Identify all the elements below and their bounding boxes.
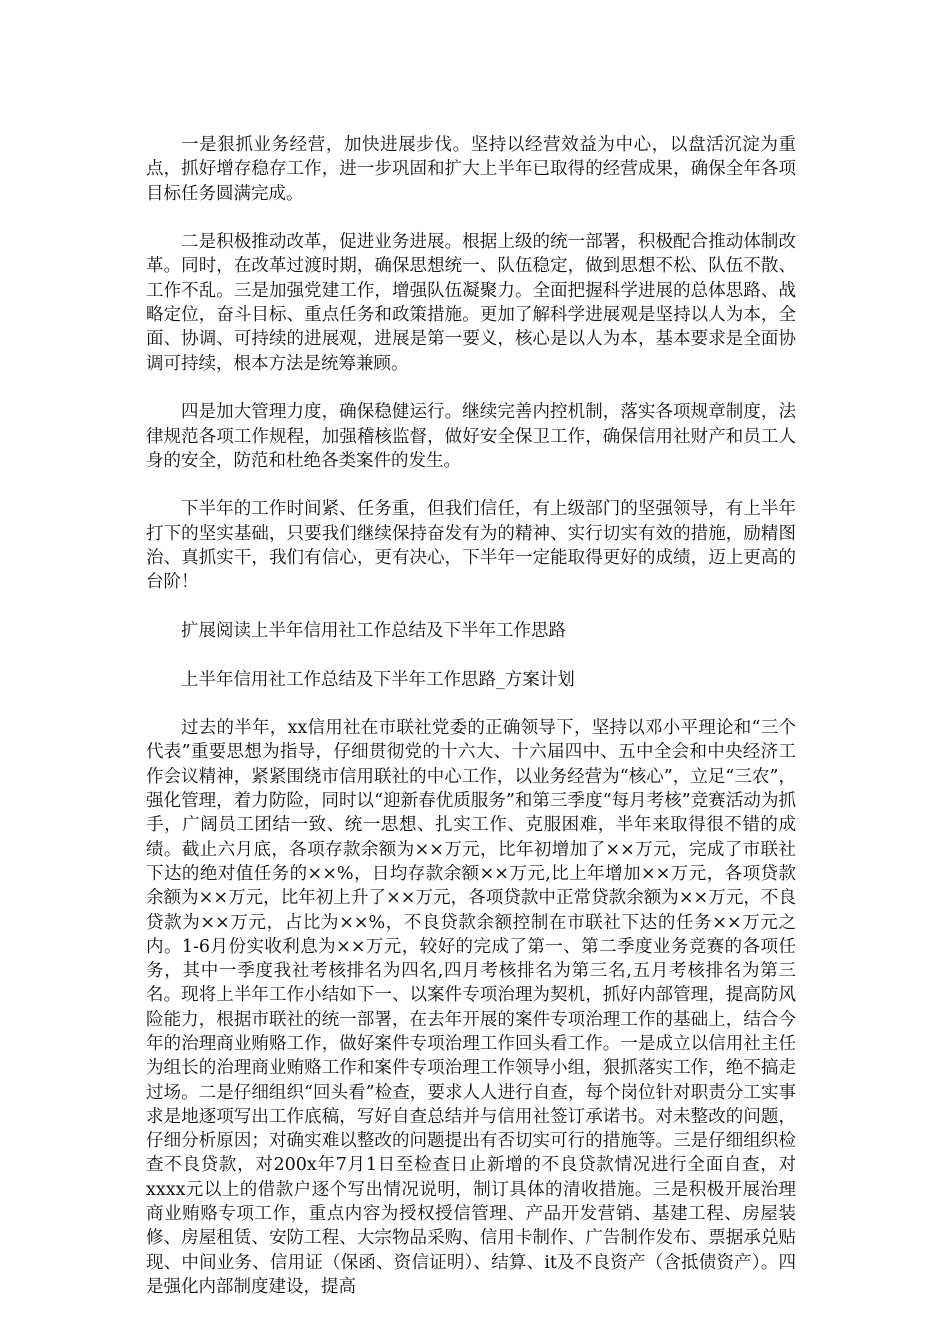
document-page (146, 133, 796, 1299)
paragraph-business-operation: 一是狠抓业务经营，加快进展步伐。坚持以经营效益为中心，以盘活沉淀为重点，抓好增存稳存工作，进一步巩固和扩大上半年已取得的经营成果，确保全年各项目标任务圆满完成。 (146, 135, 796, 204)
extended-reading-heading: 扩展阅读上半年信用社工作总结及下半年工作思路 (181, 620, 566, 641)
paragraph-second-half-outlook: 下半年的工作时间紧、任务重，但我们信任，有上级部门的坚强领导，有上半年打下的坚实基础，只要我们继续保持奋发有为的精神、实行切实有效的措施，励精图治、真抓实干，我们有信心，更有决心，下半年一定能取得更好的成绩，迈上更高的台阶！ (146, 499, 796, 593)
paragraph-management: 四是加大管理力度，确保稳健运行。继续完善内控机制，落实各项规章制度，法律规范各项工作规程，加强稽核监督，做好安全保卫工作，确保信用社财产和员工人身的安全，防范和杜绝各类案件的发生。 (146, 402, 796, 471)
paragraph-reform: 二是积极推动改革，促进业务进展。根据上级的统一部署，积极配合推动体制改革。同时，在改革过渡时期，确保思想统一、队伍稳定，做到思想不松、队伍不散、工作不乱。三是加强党建工作，增强队伍凝聚力。全面把握科学进展的总体思路、战略定位，奋斗目标、重点任务和政策措施。更加了解科学进展观是坚持以人为本，全面、协调、可持续的进展观，进展是第一要义，核心是以人为本，基本要求是全面协调可持续，根本方法是统筹兼顾。 (146, 232, 796, 374)
section-title: 上半年信用社工作总结及下半年工作思路_方案计划 (181, 669, 575, 690)
paragraph-summary-body: 过去的半年，xx信用社在市联社党委的正确领导下，坚持以邓小平理论和“三个代表”重要思想为指导，仔细贯彻党的十六大、十六届四中、五中全会和中央经济工作会议精神，紧紧围绕市信用联社的中心工作，以业务经营为“核心”，立足“三农”，强化管理，着力防险，同时以“迎新春优质服务”和第三季度“每月考核”竞赛活动为抓手，广阔员工团结一致、统一思想、扎实工作、克服困难，半年来取得很不错的成绩。截止六月底，各项存款余额为××万元，比年初增加了××万元，完成了市联社下达的绝对值任务的××%，日均存款余额××万元,比上年增加××万元，各项贷款余额为××万元，比年初上升了××万元，各项贷款中正常贷款余额为××万元，不良贷款为××万元，占比为××%，不良贷款余额控制在市联社下达的任务××万元之内。1-6月份实收利息为××万元，较好的完成了第一、第二季度业务竞赛的各项任务，其中一季度我社考核排名为四名,四月考核排名为第三名,五月考核排名为第三名。现将上半年工作小结如下一、以案件专项治理为契机，抓好内部管理，提高防风险能力，根据市联社的统一部署，在去年开展的案件专项治理工作的基础上，结合今年的治理商业贿赂工作，做好案件专项治理工作回头看工作。一是成立以信用社主任为组长的治理商业贿赂工作和案件专项治理工作领导小组，狠抓落实工作，绝不搞走过场。二是仔细组织“回头看”检查，要求人人进行自查，每个岗位针对职责分工实事求是地逐项写出工作底稿，写好自查总结并与信用社签订承诺书。对未整改的问题，仔细分析原因；对确实难以整改的问题提出有否切实可行的措施等。三是仔细组织检查不良贷款，对200x年7月1日至检查日止新增的不良贷款情况进行全面自查，对xxxx元以上的借款户逐个写出情况说明，制订具体的清收措施。三是积极开展治理商业贿赂专项工作，重点内容为授权授信管理、产品开发营销、基建工程、房屋装修、房屋租赁、安防工程、大宗物品采购、信用卡制作、广告制作发布、票据承兑贴现、中间业务、信用证（保函、资信证明）、结算、it及不良资产（含抵债资产）。四是强化内部制度建设，提高 (146, 718, 796, 1297)
